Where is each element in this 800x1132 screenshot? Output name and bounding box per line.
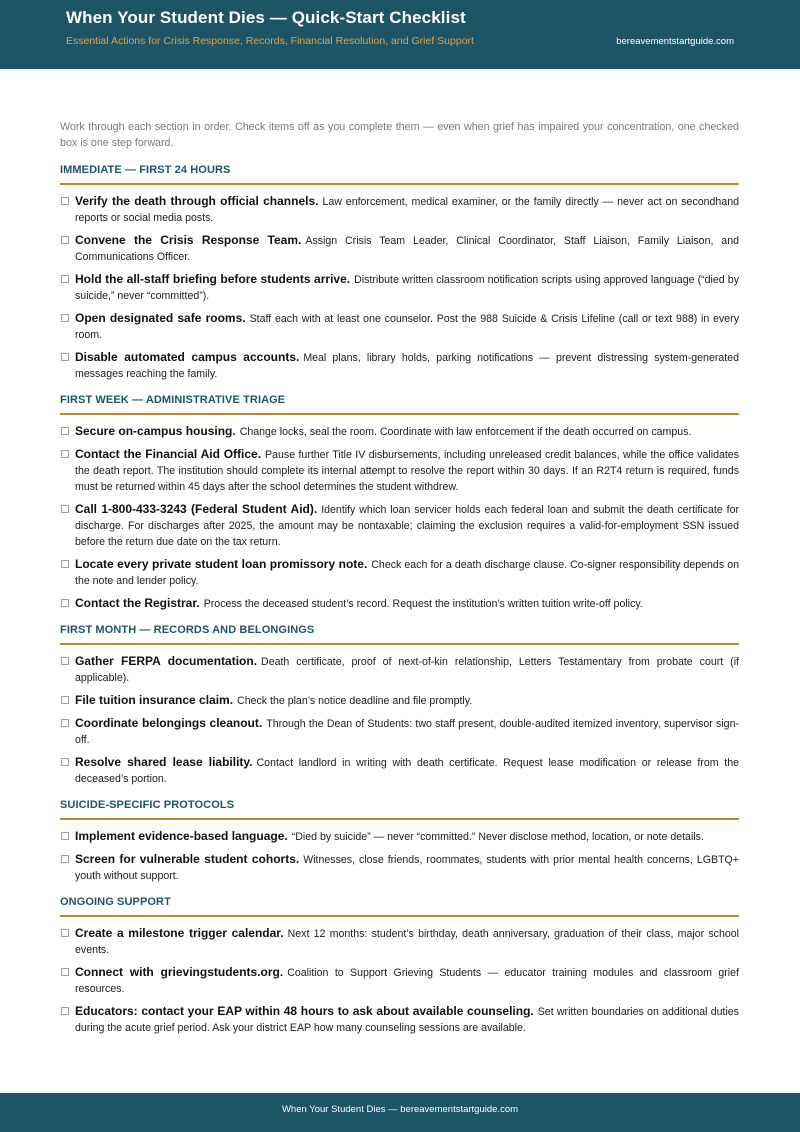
item-description: “Died by suicide” — never “committed.” Never disclose method, location, or note details. (291, 831, 704, 844)
section-heading: ONGOING SUPPORT (60, 893, 739, 917)
item-description: Set written boundaries on additional duties during the acute grief period. Ask your district EAP how many counseling sessions are available. (75, 1006, 739, 1035)
checklist-item (60, 653, 739, 686)
checklist-item (60, 964, 739, 997)
checklist-item (60, 232, 739, 265)
checkbox[interactable] (61, 353, 69, 361)
item-description: Change locks, seal the room. Coordinate with law enforcement if the death occurred on campus. (239, 426, 692, 439)
checklist-item (60, 423, 739, 440)
checklist-section (60, 893, 739, 1036)
checklist-content (60, 120, 739, 1042)
checkbox[interactable] (61, 560, 69, 568)
checklist-item (60, 851, 739, 884)
item-description: Check each for a death discharge clause. Co-signer responsibility depends on the note and lender policy. (75, 559, 739, 588)
item-title: Gather FERPA documentation. (75, 654, 258, 669)
item-title: Connect with grievingstudents.org. (75, 965, 284, 980)
checklist-item (60, 925, 739, 958)
item-description: Process the deceased student’s record. Request the institution’s written tuition write-off policy. (203, 598, 643, 611)
page-title: When Your Student Dies — Quick-Start Checklist (66, 8, 466, 27)
item-title: Resolve shared lease liability. (75, 755, 253, 770)
item-description: Law enforcement, medical examiner, or the family directly — never act on secondhand reports or social media posts. (75, 196, 739, 225)
item-description: Meal plans, library holds, parking notifications — prevent distressing system-generated messages reaching the family. (75, 352, 739, 381)
page-footer (0, 1093, 800, 1132)
checkbox[interactable] (61, 832, 69, 840)
checklist-item (60, 310, 739, 343)
section-heading: FIRST WEEK — ADMINISTRATIVE TRIAGE (60, 391, 739, 415)
checklist-item (60, 349, 739, 382)
checkbox[interactable] (61, 719, 69, 727)
page-subtitle: Essential Actions for Crisis Response, Records, Financial Resolution, and Grief Support (66, 35, 474, 47)
checkbox[interactable] (61, 929, 69, 937)
intro-text: Work through each section in order. Check items off as you complete them — even when grief has impaired your concentration, one checked box is one step forward. (60, 121, 739, 149)
item-description: Staff each with at least one counselor. Post the 988 Suicide & Crisis Lifeline (call or text 988) in every room. (75, 313, 739, 342)
checkbox[interactable] (61, 855, 69, 863)
checklist-item (60, 715, 739, 748)
checklist-section (60, 621, 739, 787)
item-title: Contact the Registrar. (75, 596, 200, 611)
checklist-section (60, 161, 739, 382)
item-description: Coalition to Support Grieving Students — educator training modules and classroom grief resources. (75, 967, 739, 996)
checklist-item (60, 828, 739, 845)
checklist-section (60, 391, 739, 612)
checklist-item (60, 271, 739, 304)
item-title: Create a milestone trigger calendar. (75, 926, 284, 941)
item-description: Contact landlord in writing with death certificate. Request lease modification or release from the deceased’s portion. (75, 757, 739, 786)
item-description: Assign Crisis Team Leader, Clinical Coordinator, Staff Liaison, Family Liaison, and Communications Officer. (75, 235, 739, 264)
checkbox[interactable] (61, 1007, 69, 1015)
item-title: Disable automated campus accounts. (75, 350, 300, 365)
item-title: Open designated safe rooms. (75, 311, 246, 326)
checklist-item (60, 556, 739, 589)
item-title: Educators: contact your EAP within 48 hours to ask about available counseling. (75, 1004, 534, 1019)
item-title: Convene the Crisis Response Team. (75, 233, 302, 248)
checkbox[interactable] (61, 696, 69, 704)
item-title: Locate every private student loan promissory note. (75, 557, 368, 572)
checkbox[interactable] (61, 236, 69, 244)
checklist-item (60, 754, 739, 787)
checklist-sections (60, 161, 739, 1036)
item-description: Pause further Title IV disbursements, including unreleased credit balances, while the office validates the death report. The institution should complete its internal attempt to resolve the report within 30 days. If an R2T4 return is required, funds must be returned within 45 days after the school determines the student withdrew. (75, 449, 739, 494)
checkbox[interactable] (61, 657, 69, 665)
item-title: File tuition insurance claim. (75, 693, 234, 708)
checklist-item (60, 1003, 739, 1036)
checklist-item (60, 193, 739, 226)
item-description: Identify which loan servicer holds each federal loan and submit the death certificate for discharge. For discharges after 2025, the amount may be nontaxable; claiming the exclusion requires a valid-for-employment SSN issued before the return due date on the tax return. (75, 504, 739, 549)
item-description: Distribute written classroom notification scripts using approved language (“died by suicide,” never “committed”). (75, 274, 739, 303)
checklist-item (60, 595, 739, 612)
item-description: Witnesses, close friends, roommates, students with prior mental health concerns, LGBTQ+ youth without support. (75, 854, 739, 883)
checkbox[interactable] (61, 599, 69, 607)
checkbox[interactable] (61, 505, 69, 513)
site-name: bereavementstartguide.com (616, 36, 734, 47)
section-heading: FIRST MONTH — RECORDS AND BELONGINGS (60, 621, 739, 645)
item-title: Verify the death through official channels. (75, 194, 319, 209)
checkbox[interactable] (61, 197, 69, 205)
item-title: Hold the all-staff briefing before students arrive. (75, 272, 351, 287)
checklist-item (60, 692, 739, 709)
item-title: Contact the Financial Aid Office. (75, 447, 262, 462)
item-description: Check the plan’s notice deadline and file promptly. (237, 695, 473, 708)
item-description: Through the Dean of Students: two staff present, double-audited itemized inventory, supervisor sign-off. (75, 718, 739, 747)
item-title: Implement evidence-based language. (75, 829, 288, 844)
checklist-item (60, 446, 739, 495)
item-title: Secure on-campus housing. (75, 424, 236, 439)
item-title: Coordinate belongings cleanout. (75, 716, 263, 731)
checkbox[interactable] (61, 758, 69, 766)
item-description: Death certificate, proof of next-of-kin relationship, Letters Testamentary from probate court (if applicable). (75, 656, 739, 685)
checklist-section (60, 796, 739, 884)
checkbox[interactable] (61, 427, 69, 435)
item-title: Call 1-800-433-3243 (Federal Student Aid). (75, 502, 318, 517)
item-title: Screen for vulnerable student cohorts. (75, 852, 300, 867)
checkbox[interactable] (61, 314, 69, 322)
footer-text: When Your Student Dies — bereavementstartguide.com (281, 1104, 519, 1115)
section-heading: SUICIDE-SPECIFIC PROTOCOLS (60, 796, 739, 820)
section-heading: IMMEDIATE — FIRST 24 HOURS (60, 161, 739, 185)
checklist-item (60, 501, 739, 550)
checkbox[interactable] (61, 275, 69, 283)
checkbox[interactable] (61, 968, 69, 976)
page-header (0, 0, 800, 69)
item-description: Next 12 months: student’s birthday, death anniversary, graduation of their class, major school events. (75, 928, 739, 957)
checkbox[interactable] (61, 450, 69, 458)
